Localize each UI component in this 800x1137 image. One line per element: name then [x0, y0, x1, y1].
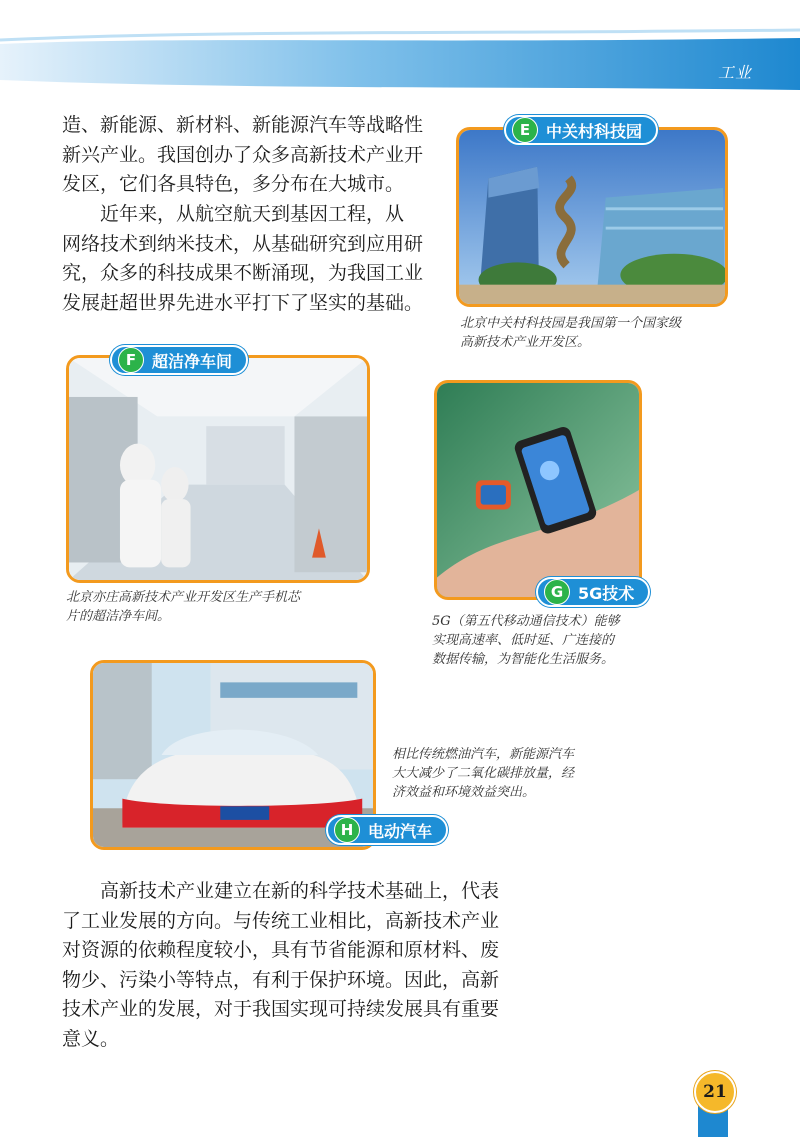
- text-line: 造、新能源、新材料、新能源汽车等战略性: [62, 114, 424, 136]
- caption-5g: [432, 612, 672, 669]
- header-banner: [0, 0, 800, 96]
- tag-cleanroom: [110, 345, 248, 375]
- text-line: 物少、污染小等特点，有利于保护环境。因此，高新: [62, 968, 500, 991]
- figure-letter-badge: H: [334, 817, 360, 843]
- caption-line: 数据传输，为智能化生活服务。: [432, 652, 615, 667]
- figure-letter-badge: E: [512, 117, 538, 143]
- text-line: 发展赶超世界先进水平打下了坚实的基础。: [62, 291, 424, 314]
- caption-line: 高新技术产业开发区。: [460, 335, 591, 350]
- caption-line: 5G（第五代移动通信技术）能够: [432, 614, 620, 629]
- caption-line: 实现高速率、低时延、广连接的: [432, 633, 615, 648]
- caption-line: 北京亦庄高新技术产业开发区生产手机芯: [66, 590, 301, 605]
- 5g-photo: [434, 380, 642, 600]
- caption-line: 片的超洁净车间。: [66, 609, 171, 624]
- caption-line: 北京中关村科技园是我国第一个国家级: [460, 316, 682, 331]
- text-line: 对资源的依赖程度较小，具有节省能源和原材料、废: [62, 939, 500, 961]
- text-line: 高新技术产业建立在新的科学技术基础上，代表: [100, 880, 500, 902]
- caption-line: 济效益和环境效益突出。: [392, 785, 536, 800]
- section-label: 工业: [717, 63, 752, 82]
- intro-paragraph: [62, 111, 442, 200]
- caption-electric-car: [392, 745, 632, 802]
- cleanroom-photo: [66, 355, 370, 583]
- figure-title: 5G技术: [578, 583, 635, 603]
- figure-title: 电动汽车: [368, 821, 433, 841]
- figure-letter-badge: F: [118, 347, 144, 373]
- text-line: 意义。: [62, 1027, 120, 1050]
- zhongguancun-photo: [456, 127, 728, 307]
- text-line: 发区，它们各具特色，多分布在大城市。: [62, 173, 405, 195]
- tag-electric-car: [326, 815, 448, 845]
- caption-line: 大大减少了二氧化碳排放量，经: [392, 766, 575, 781]
- caption-zhongguancun: [460, 314, 740, 352]
- text-line: 了工业发展的方向。与传统工业相比，高新技术产业: [62, 909, 500, 932]
- closing-paragraph: [62, 877, 512, 1054]
- caption-cleanroom: [66, 588, 386, 626]
- page-number: 21: [694, 1071, 736, 1113]
- caption-line: 相比传统燃油汽车，新能源汽车: [392, 747, 575, 762]
- text-line: 新兴产业。我国创办了众多高新技术产业开: [62, 143, 424, 166]
- text-line: 网络技术到纳米技术，从基础研究到应用研: [62, 232, 424, 255]
- figure-title: 中关村科技园: [546, 121, 643, 141]
- tag-zhongguancun: [504, 115, 658, 145]
- text-line: 近年来，从航空航天到基因工程，从: [100, 203, 405, 225]
- research-paragraph: [62, 200, 442, 318]
- text-line: 究，众多的科技成果不断涌现，为我国工业: [62, 262, 424, 284]
- tag-5g: [536, 577, 650, 607]
- text-line: 技术产业的发展，对于我国实现可持续发展具有重要: [62, 998, 500, 1020]
- figure-letter-badge: G: [544, 579, 570, 605]
- figure-title: 超洁净车间: [152, 351, 233, 371]
